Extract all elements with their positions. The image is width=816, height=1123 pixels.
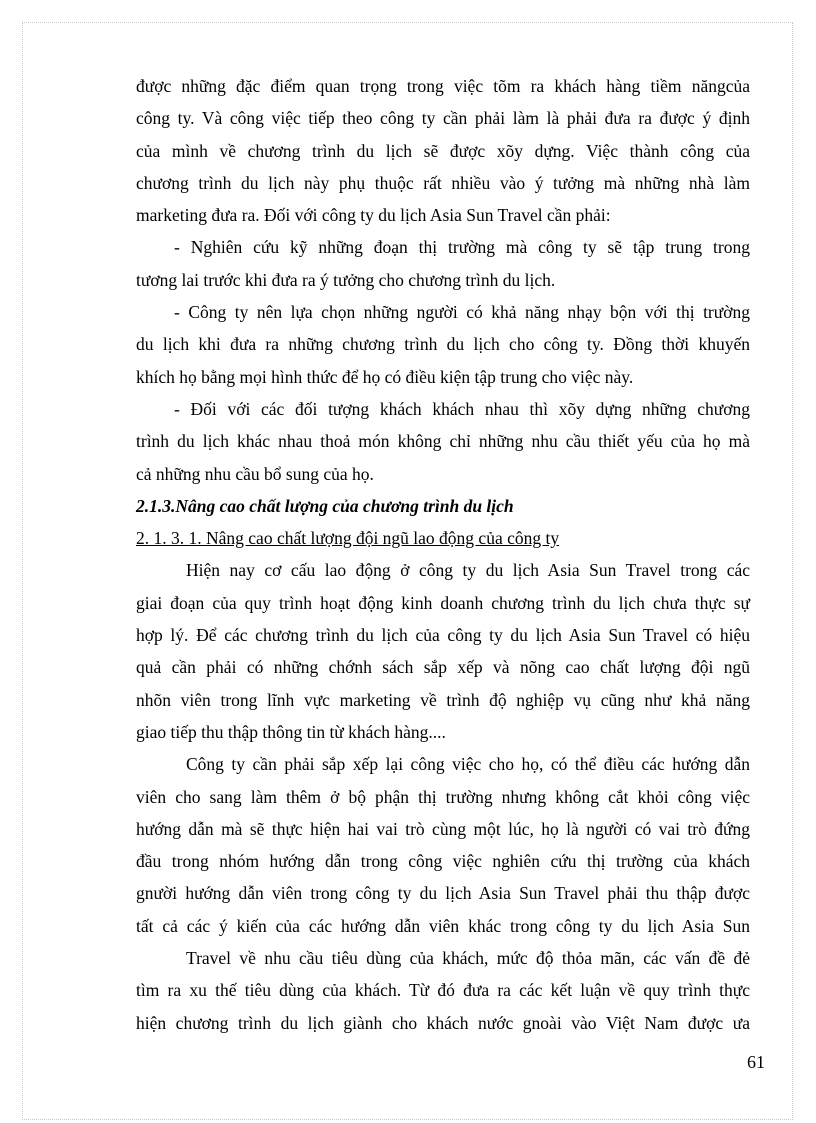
text-line: tất cả các ý kiến của các hướng dẫn viên khác trong công ty du lịch Asia Sun xyxy=(136,915,750,936)
page-number: 61 xyxy=(747,1052,765,1072)
text-line: Công ty cần phải sắp xếp lại công việc cho họ, có thể điều các hướng dẫn xyxy=(186,754,750,775)
subsection-heading: 2. 1. 3. 1. Nâng cao chất lượng đội ngũ lao động của công ty xyxy=(136,528,560,549)
text-line: quả cần phải có những chớnh sách sắp xếp và nõng cao chất lượng đội ngũ xyxy=(136,657,750,678)
text-line: khích họ bằng mọi hình thức để họ có điều kiện tập trung cho việc này. xyxy=(136,366,634,387)
text-line: - Công ty nên lựa chọn những người có khả năng nhạy bộn với thị trường xyxy=(174,302,750,323)
text-line: công ty. Và công việc tiếp theo công ty cần phải làm là phải đưa ra được ý định xyxy=(136,108,750,129)
text-line: hợp lý. Để các chương trình du lịch của công ty du lịch Asia Sun Travel có hiệu xyxy=(136,625,750,646)
section-heading: 2.1.3.Nâng cao chất lượng của chương trình du lịch xyxy=(136,495,514,516)
text-line: chương trình du lịch này phụ thuộc rất nhiều vào ý tưởng mà những nhà làm xyxy=(136,172,750,193)
text-line: nhõn viên trong lĩnh vực marketing về trình độ nghiệp vụ cũng như khả năng xyxy=(136,689,750,710)
text-line: hướng dẫn mà sẽ thực hiện hai vai trò cùng một lúc, họ là người có vai trò đứng xyxy=(136,818,750,839)
page-bottom-rule xyxy=(22,1119,793,1120)
text-line: giai đoạn của quy trình hoạt động kinh doanh chương trình du lịch chưa thực sự xyxy=(136,592,750,613)
text-line: du lịch khi đưa ra những chương trình du lịch cho công ty. Đồng thời khuyến xyxy=(136,334,750,355)
text-line: đầu trong nhóm hướng dẫn trong công việc nghiên cứu thị trường của khách xyxy=(136,851,750,872)
text-line: tương lai trước khi đưa ra ý tưởng cho chương trình du lịch. xyxy=(136,269,556,290)
text-line: của mình về chương trình du lịch sẽ được xõy dựng. Việc thành công của xyxy=(136,140,750,161)
document-body xyxy=(136,70,750,1039)
text-line: marketing đưa ra. Đối với công ty du lịch Asia Sun Travel cần phải: xyxy=(136,205,611,226)
text-line: Hiện nay cơ cấu lao động ở công ty du lịch Asia Sun Travel trong các xyxy=(186,560,750,581)
text-line: giao tiếp thu thập thông tin từ khách hàng.... xyxy=(136,721,446,742)
text-line: hiện chương trình du lịch giành cho khách nước gnoài vào Việt Nam được ưa xyxy=(136,1012,750,1033)
text-line: gnười hướng dẫn viên trong công ty du lịch Asia Sun Travel phải thu thập được xyxy=(136,883,750,904)
text-line: viên cho sang làm thêm ở bộ phận thị trường nhưng không cắt khỏi công việc xyxy=(136,786,750,807)
text-line: - Đối với các đối tượng khách khách nhau thì xõy dựng những chương xyxy=(174,398,750,419)
text-line: được những đặc điểm quan trọng trong việc tõm ra khách hàng tiềm năngcủa xyxy=(136,76,750,96)
text-line: cả những nhu cầu bổ sung của họ. xyxy=(136,463,374,484)
text-line: - Nghiên cứu kỹ những đoạn thị trường mà công ty sẽ tập trung trong xyxy=(174,237,750,258)
text-line: Travel về nhu cầu tiêu dùng của khách, mức độ thỏa mãn, các vấn đề đẻ xyxy=(186,948,750,969)
text-line: tìm ra xu thế tiêu dùng của khách. Từ đó đưa ra các kết luận về quy trình thực xyxy=(136,980,750,1001)
text-line: trình du lịch khác nhau thoả món không chỉ những nhu cầu thiết yếu của họ mà xyxy=(136,431,750,452)
